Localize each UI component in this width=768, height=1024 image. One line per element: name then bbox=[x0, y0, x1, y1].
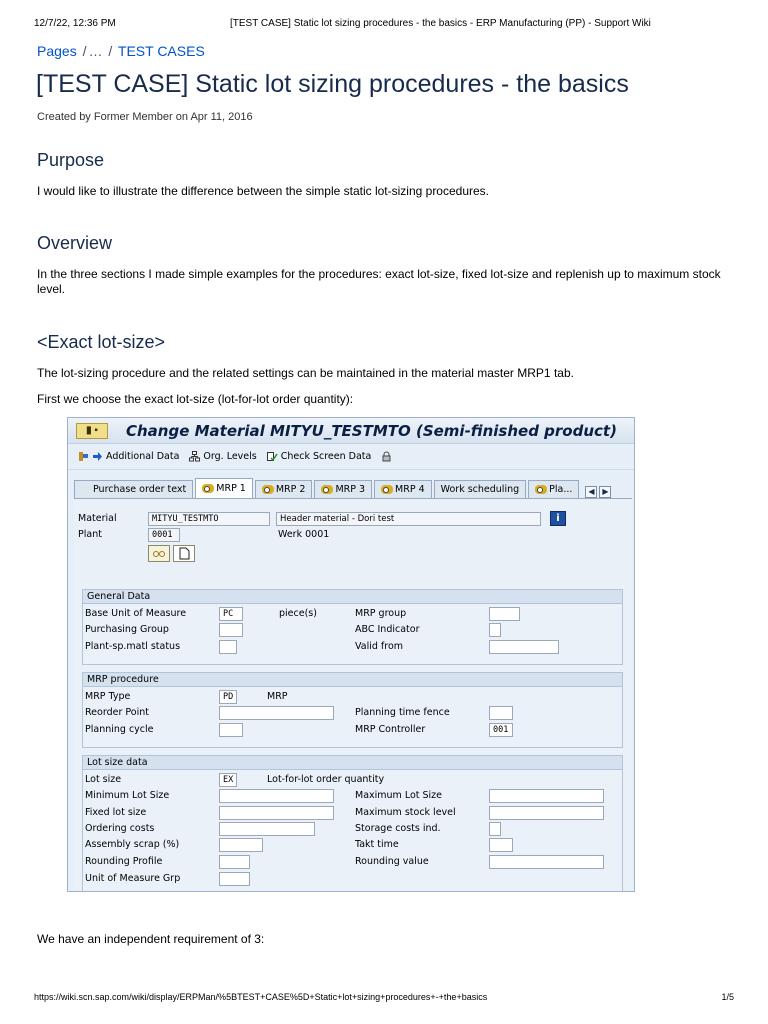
exact-text-2: First we choose the exact lot-size (lot-for-lot order quantity): bbox=[37, 392, 354, 406]
mrp-group-field[interactable] bbox=[489, 607, 520, 621]
tab-mrp-2[interactable] bbox=[255, 480, 313, 498]
valid-from-field[interactable] bbox=[489, 640, 559, 654]
tab-label: MRP 2 bbox=[275, 484, 306, 495]
planning-time-fence-field[interactable] bbox=[489, 706, 513, 720]
minimum-lot-size-label: Minimum Lot Size bbox=[85, 790, 170, 801]
overview-text: In the three sections I made simple examples for the procedures: exact lot-size, fixed lot-size and replenish up to maximum stock level. bbox=[37, 267, 721, 296]
base-uom-label: Base Unit of Measure bbox=[85, 608, 187, 619]
sap-title: Change Material MITYU_TESTMTO (Semi-finished product) bbox=[126, 421, 617, 440]
general-data-header: General Data bbox=[83, 590, 622, 604]
maximum-stock-level-label: Maximum stock level bbox=[355, 807, 456, 818]
flag-icon bbox=[78, 451, 89, 462]
overview-heading: Overview bbox=[37, 233, 113, 253]
tab-scroll-buttons bbox=[585, 486, 611, 498]
chevron-right-icon[interactable]: ▶ bbox=[599, 486, 611, 498]
page-byline: Created by Former Member on Apr 11, 2016 bbox=[37, 111, 253, 123]
sap-mrp1-body bbox=[74, 498, 632, 891]
base-uom-field[interactable]: PC bbox=[219, 607, 243, 621]
ordering-costs-field[interactable] bbox=[219, 822, 315, 836]
ordering-costs-label: Ordering costs bbox=[85, 823, 155, 834]
chevron-left-icon[interactable]: ◀ bbox=[585, 486, 597, 498]
uom-group-label: Unit of Measure Grp bbox=[85, 873, 181, 884]
planning-cycle-field[interactable] bbox=[219, 723, 243, 737]
breadcrumb-ellipsis[interactable]: … bbox=[88, 43, 103, 59]
breadcrumb-separator: / bbox=[82, 43, 87, 59]
base-uom-description: piece(s) bbox=[279, 608, 317, 619]
material-description-field[interactable]: Header material - Dori test bbox=[276, 512, 541, 526]
exact-text-3: We have an independent requirement of 3: bbox=[37, 932, 265, 946]
print-footer bbox=[34, 992, 734, 1002]
sap-toolbar bbox=[68, 444, 634, 470]
tab-mrp-3[interactable] bbox=[314, 480, 372, 498]
mrp-type-field[interactable]: PD bbox=[219, 690, 237, 704]
check-screen-label: Check Screen Data bbox=[280, 451, 372, 462]
tab-label: MRP 4 bbox=[395, 484, 425, 495]
reorder-point-field[interactable] bbox=[219, 706, 334, 720]
info-icon[interactable]: i bbox=[550, 511, 566, 526]
fixed-lot-size-label: Fixed lot size bbox=[85, 807, 147, 818]
plant-label: Plant bbox=[78, 529, 102, 540]
rounding-value-field[interactable] bbox=[489, 855, 604, 869]
rounding-value-label: Rounding value bbox=[355, 856, 429, 867]
general-data-group bbox=[82, 589, 623, 665]
exact-lot-size-heading: <Exact lot-size> bbox=[37, 332, 166, 352]
sap-tabstrip bbox=[74, 476, 632, 498]
org-levels-icon bbox=[189, 451, 200, 462]
minimum-lot-size-field[interactable] bbox=[219, 789, 334, 803]
abc-indicator-field[interactable] bbox=[489, 623, 501, 637]
maximum-lot-size-label: Maximum Lot Size bbox=[355, 790, 443, 801]
maximum-stock-level-field[interactable] bbox=[489, 806, 604, 820]
mrp-type-label: MRP Type bbox=[85, 691, 131, 702]
planning-cycle-label: Planning cycle bbox=[85, 724, 154, 735]
mrp-controller-field[interactable]: 001 bbox=[489, 723, 513, 737]
tab-label: MRP 1 bbox=[216, 483, 246, 494]
arrow-right-icon bbox=[92, 451, 103, 462]
sap-screenshot bbox=[67, 417, 635, 892]
footer-url: https://wiki.scn.sap.com/wiki/display/ERPMan/%5BTEST+CASE%5D+Static+lot+sizing+procedures+-+the+basics bbox=[34, 992, 488, 1002]
page-title: [TEST CASE] Static lot sizing procedures - the basics bbox=[36, 70, 629, 98]
mrp-controller-label: MRP Controller bbox=[355, 724, 426, 735]
org-levels-button[interactable] bbox=[189, 451, 256, 462]
sap-window-icon: ▮ ▪ bbox=[76, 423, 108, 439]
breadcrumb bbox=[37, 43, 205, 59]
assembly-scrap-label: Assembly scrap (%) bbox=[85, 839, 180, 850]
check-screen-icon bbox=[267, 451, 278, 462]
breadcrumb-separator: / bbox=[108, 43, 113, 59]
lock-icon bbox=[381, 451, 392, 462]
assembly-scrap-field[interactable] bbox=[219, 838, 263, 852]
breadcrumb-pages-link[interactable]: Pages bbox=[37, 43, 77, 59]
tab-plant-data[interactable] bbox=[528, 480, 579, 498]
check-screen-data-button[interactable] bbox=[267, 451, 372, 462]
uom-group-field[interactable] bbox=[219, 872, 250, 886]
lot-size-label: Lot size bbox=[85, 774, 122, 785]
plant-status-label: Plant-sp.matl status bbox=[85, 641, 181, 652]
tab-mrp-4[interactable] bbox=[374, 480, 432, 498]
document-icon[interactable] bbox=[173, 545, 195, 562]
rounding-profile-label: Rounding Profile bbox=[85, 856, 163, 867]
mrp-type-description: MRP bbox=[267, 691, 288, 702]
plant-status-field[interactable] bbox=[219, 640, 237, 654]
org-levels-label: Org. Levels bbox=[203, 451, 257, 462]
tab-label: Pla... bbox=[549, 484, 573, 495]
lock-button[interactable] bbox=[381, 451, 392, 462]
tab-label: MRP 3 bbox=[335, 484, 366, 495]
reorder-point-label: Reorder Point bbox=[85, 707, 149, 718]
takt-time-field[interactable] bbox=[489, 838, 513, 852]
mrp-tab-icon bbox=[262, 485, 274, 494]
storage-costs-label: Storage costs ind. bbox=[355, 823, 441, 834]
plant-field[interactable]: 0001 bbox=[148, 528, 180, 542]
lot-size-data-group bbox=[82, 755, 623, 892]
storage-costs-field[interactable] bbox=[489, 822, 501, 836]
mrp-tab-icon bbox=[202, 484, 214, 493]
purpose-text: I would like to illustrate the difference between the simple static lot-sizing procedures. bbox=[37, 184, 490, 198]
plant-description: Werk 0001 bbox=[278, 529, 330, 540]
fixed-lot-size-field[interactable] bbox=[219, 806, 334, 820]
tab-label: Work scheduling bbox=[440, 484, 520, 495]
purpose-heading: Purpose bbox=[37, 150, 105, 170]
lot-size-data-header: Lot size data bbox=[83, 756, 622, 770]
tab-work-scheduling[interactable] bbox=[434, 480, 527, 498]
tab-mrp-1[interactable] bbox=[195, 478, 253, 498]
tab-label: Purchase order text bbox=[93, 484, 187, 495]
material-field[interactable]: MITYU_TESTMTO bbox=[148, 512, 270, 526]
mrp-group-label: MRP group bbox=[355, 608, 407, 619]
sap-titlebar bbox=[68, 418, 634, 444]
abc-indicator-label: ABC Indicator bbox=[355, 624, 420, 635]
glasses-icon[interactable] bbox=[148, 545, 170, 562]
valid-from-label: Valid from bbox=[355, 641, 404, 652]
material-label: Material bbox=[78, 513, 117, 524]
mrp-tab-icon bbox=[381, 485, 393, 494]
exact-text-1: The lot-sizing procedure and the related settings can be maintained in the material master MRP1 tab. bbox=[37, 366, 574, 380]
tab-purchase-order-text[interactable] bbox=[74, 480, 193, 498]
rounding-profile-field[interactable] bbox=[219, 855, 250, 869]
print-header bbox=[34, 18, 734, 29]
mrp-tab-icon bbox=[535, 485, 547, 494]
breadcrumb-test-cases-link[interactable]: TEST CASES bbox=[117, 43, 205, 59]
purchasing-group-field[interactable] bbox=[219, 623, 243, 637]
takt-time-label: Takt time bbox=[355, 839, 399, 850]
mrp-tab-icon bbox=[321, 485, 333, 494]
lot-size-field[interactable]: EX bbox=[219, 773, 237, 787]
additional-data-label: Additional Data bbox=[106, 451, 180, 462]
mrp-procedure-group bbox=[82, 672, 623, 748]
maximum-lot-size-field[interactable] bbox=[489, 789, 604, 803]
purchasing-group-label: Purchasing Group bbox=[85, 624, 169, 635]
print-title: [TEST CASE] Static lot sizing procedures - the basics - ERP Manufacturing (PP) - Support Wiki bbox=[230, 18, 651, 29]
footer-page-number: 1/5 bbox=[721, 992, 734, 1002]
lot-size-description: Lot-for-lot order quantity bbox=[267, 774, 385, 785]
mrp-procedure-header: MRP procedure bbox=[83, 673, 622, 687]
additional-data-button[interactable] bbox=[78, 451, 179, 462]
planning-time-fence-label: Planning time fence bbox=[355, 707, 450, 718]
print-date: 12/7/22, 12:36 PM bbox=[34, 18, 116, 29]
